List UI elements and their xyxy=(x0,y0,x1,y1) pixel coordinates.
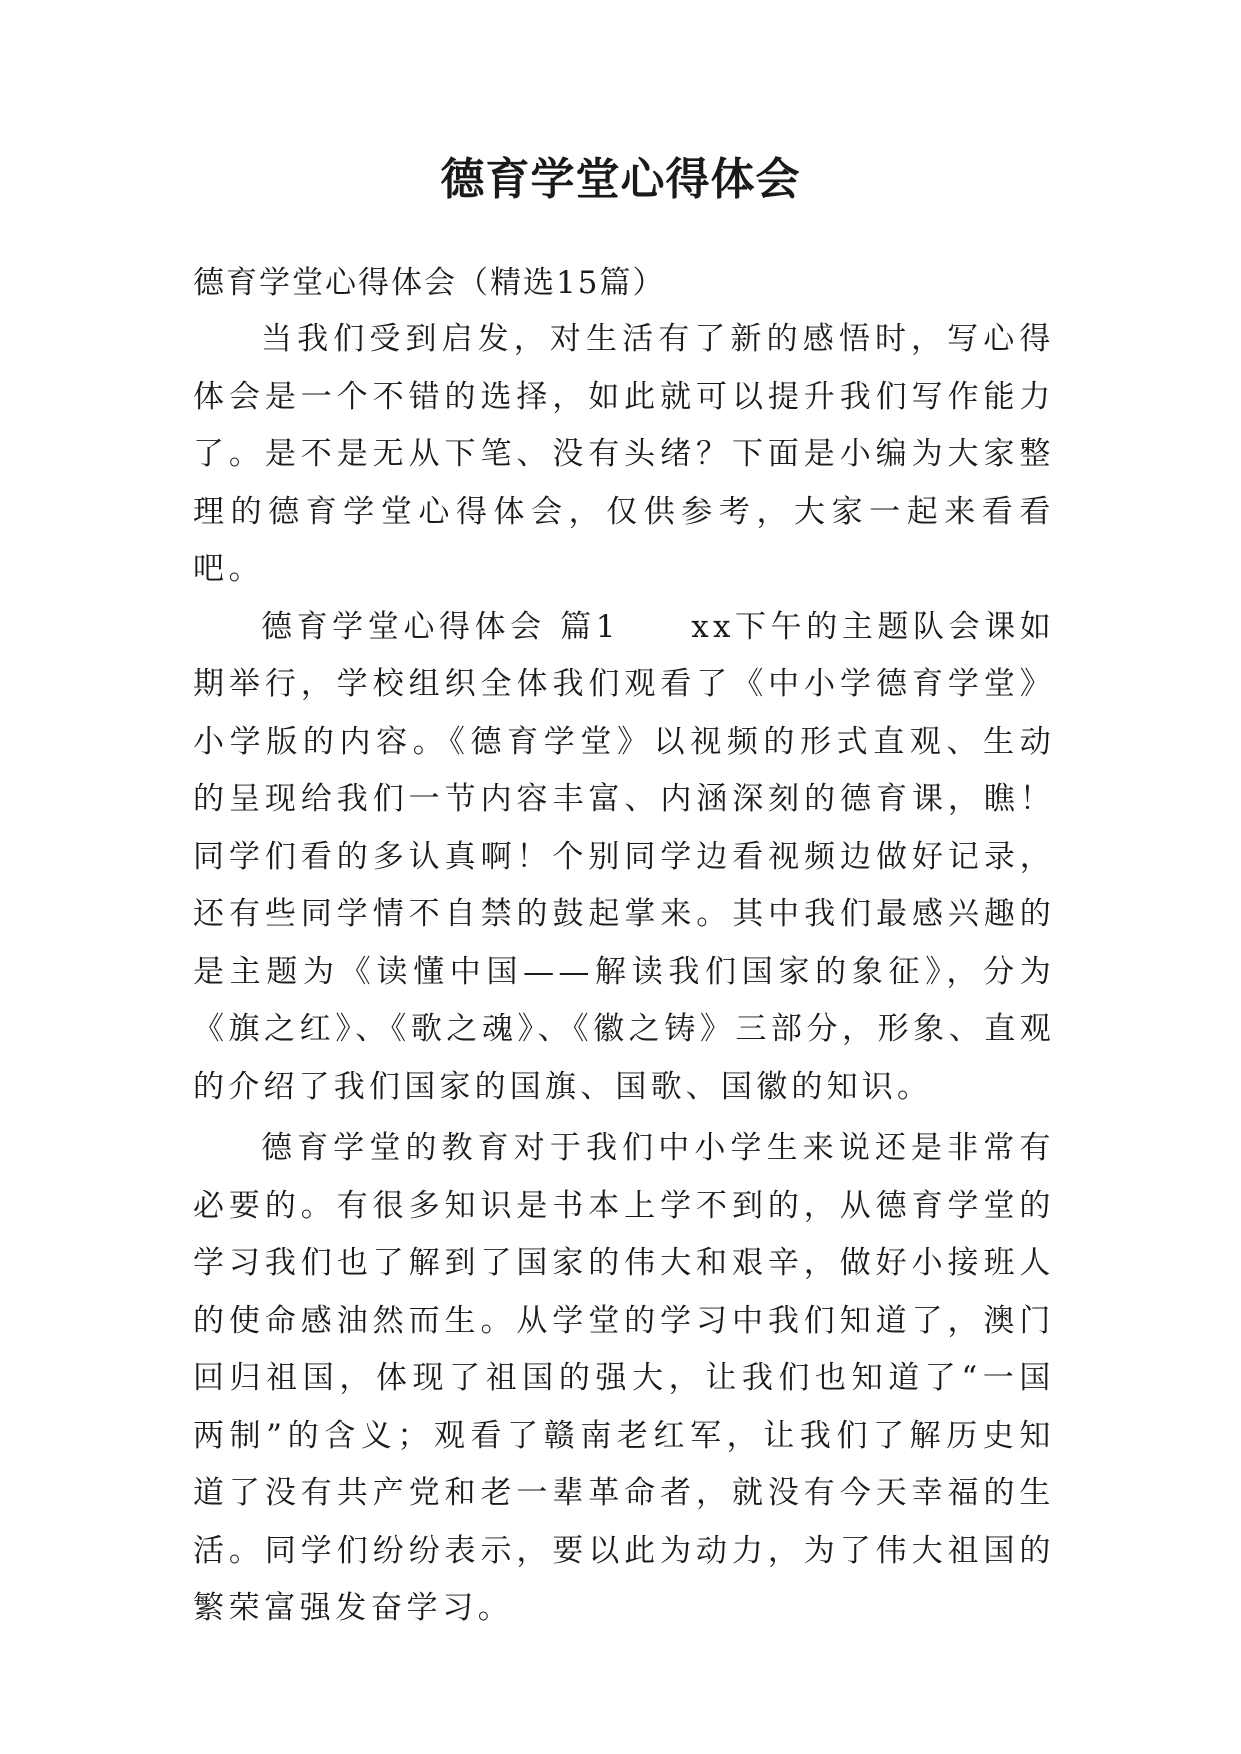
document-subtitle: 德育学堂心得体会（精选15篇） xyxy=(193,265,666,301)
section-1-paragraph: 德育学堂心得体会 篇1 xx下午的主题队会课如期举行，学校组织全体我们观看了《中小学德育学堂》小学版的内容。《德育学堂》以视频的形式直观、生动的呈现给我们一节内容丰富、内涵深刻的德育课，瞧！同学们看的多认真啊！个别同学边看视频边做好记录，还有些同学情不自禁的鼓起掌来。其中我们最感兴趣的是主题为《读懂中国——解读我们国家的象征》，分为《旗之红》、《歌之魂》、《徽之铸》三部分，形象、直观的介绍了我们国家的国旗、国歌、国徽的知识。 xyxy=(193,608,1055,1105)
document-title: 德育学堂心得体会 xyxy=(440,154,801,205)
section-1-paragraph-2: 德育学堂的教育对于我们中小学生来说还是非常有必要的。有很多知识是书本上学不到的，从德育学堂的学习我们也了解到了国家的伟大和艰辛，做好小接班人的使命感油然而生。从学堂的学习中我们知道了，澳门回归祖国，体现了祖国的强大，让我们也知道了“一国两制”的含义；观看了赣南老红军，让我们了解历史知道了没有共产党和老一辈革命者，就没有今天幸福的生活。同学们纷纷表示，要以此为动力，为了伟大祖国的繁荣富强发奋学习。 xyxy=(193,1130,1055,1626)
document-body xyxy=(193,255,1055,1638)
intro-paragraph: 当我们受到启发，对生活有了新的感悟时，写心得体会是一个不错的选择，如此就可以提升我们写作能力了。是不是无从下笔、没有头绪？下面是小编为大家整理的德育学堂心得体会，仅供参考，大家一起来看看吧。 xyxy=(193,321,1055,587)
